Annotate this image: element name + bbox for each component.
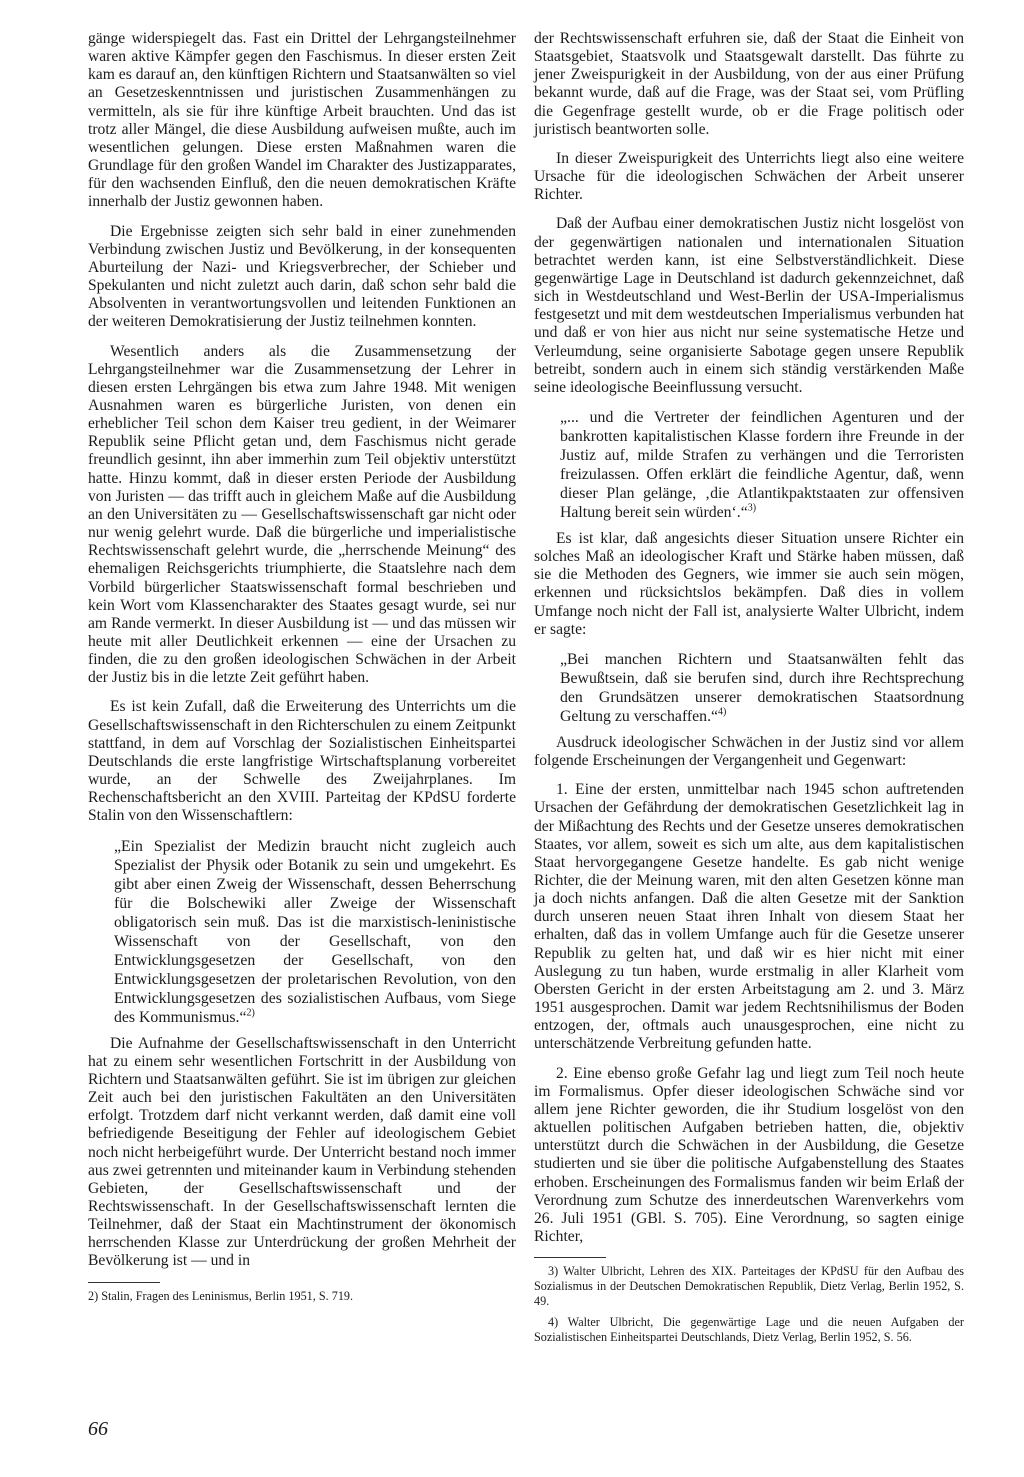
paragraph: Die Ergebnisse zeigten sich sehr bald in einer zunehmenden Verbindung zwischen Justiz und Bevölkerung, in der konsequenten Aburteilung der Nazi- und Kriegsverbrecher, der Schieber und Spekulanten und nicht zuletzt auch darin, daß schon sehr bald die Absolventen in verantwortungsvollen und leitenden Funktionen an der weiteren Demokratisierung der Justiz teilnehmen konnten. (88, 222, 516, 331)
footnote-marker: 2) (246, 1007, 255, 1019)
left-column (88, 30, 516, 1310)
quotation (114, 837, 516, 1027)
footnote: 3) Walter Ulbricht, Lehren des XIX. Parteitages der KPdSU für den Aufbau des Sozialismus in der Deutschen Demokratischen Republik, Dietz Verlag, Berlin 1952, S. 49. (534, 1264, 964, 1309)
paragraph: gänge widerspiegelt das. Fast ein Drittel der Lehrgangsteilnehmer waren aktive Kämpfer gegen den Faschismus. In dieser ersten Zeit kam es darauf an, den künftigen Richtern und Staatsanwälten so viel an Gesetzeskenntnissen und juristischen Zusammenhängen zu vermitteln, als sie für ihre künftige Arbeit brauchten. Und das ist trotz aller Mängel, die diese Ausbildung aufweisen mußte, auch im wesentlichen gelungen. Diese ersten Maßnahmen waren die Grundlage für den großen Wandel im Charakter des Justizapparates, für den wachsenden Einfluß, den die neuen demokratischen Kräfte innerhalb der Justiz gewonnen haben. (88, 30, 516, 211)
paragraph: Daß der Aufbau einer demokratischen Justiz nicht losgelöst von der gegenwärtigen nationalen und internationalen Situation betrachtet werden kann, ist eine Selbstverständlichkeit. Diese gegenwärtige Lage in Deutschland ist dadurch gekennzeichnet, daß sich in Westdeutschland und West-Berlin der USA-Imperialismus festgesetzt und mit dem westdeutschen Imperialismus verbunden hat und daß er von hier aus nicht nur seine systematische Hetze und Verleumdung, seine organisierte Sabotage gegen unsere Republik betreibt, sondern auch in einem sich ständig verstärkenden Maße seine ideologische Beeinflussung versucht. (534, 215, 964, 396)
quotation-text: „Bei manchen Richtern und Staatsanwälten fehlt das Bewußtsein, daß sie berufen sind, durch ihre Rechtsprechung den Grundsätzen unserer demokratischen Staatsordnung Geltung zu verschaffen.“ (560, 650, 964, 725)
paragraph: In dieser Zweispurigkeit des Unterrichts liegt also eine weitere Ursache für die ideologischen Schwächen der Arbeit unserer Richter. (534, 149, 964, 204)
footnote: 4) Walter Ulbricht, Die gegenwärtige Lage und die neuen Aufgaben der Sozialistischen Einheitspartei Deutschlands, Dietz Verlag, Berlin 1952, S. 56. (534, 1315, 964, 1345)
quotation (560, 650, 964, 726)
footnote: 2) Stalin, Fragen des Leninismus, Berlin 1951, S. 719. (88, 1288, 354, 1303)
paragraph: Die Aufnahme der Gesellschaftswissenschaft in den Unterricht hat zu einem sehr wesentlichen Fortschritt in der Ausbildung von Richtern und Staatsanwälten geführt. Sie ist im übrigen zur gleichen Zeit auch bei den juristischen Fakultäten an den Universitäten erfolgt. Trotzdem darf nicht verkannt werden, daß damit eine voll befriedigende Beseitigung der Fehler auf ideologischem Gebiet noch nicht herbeigeführt wurde. Der Unterricht bestand noch immer aus zwei getrennten und miteinander kaum in Verbindung stehenden Gebieten, der Gesellschaftswissenschaft und der Rechtswissenschaft. In der Gesellschaftswissenschaft lernten die Teilnehmer, daß der Staat ein Machtinstrument der ökonomisch herrschenden Klasse zur Unterdrückung der großen Mehrheit der Bevölkerung ist — und in (88, 1034, 516, 1270)
page-number: 66 (88, 1418, 108, 1440)
quotation-text: „Ein Spezialist der Medizin braucht nicht zugleich auch Spezialist der Physik oder Botanik zu sein und umgekehrt. Es gibt aber einen Zweig der Wissenschaft, dessen Beherrschung für die Bolschewiki aller Zweige der Wissenschaft obligatorisch sein muß. Das ist die marxistisch-leninistische Wissenschaft von der Gesellschaft, von den Entwicklungsgesetzen der Gesellschaft, von den Entwicklungsgesetzen der proletarischen Revolution, von den Entwicklungsgesetzen des sozialistischen Aufbaus, vom Siege des Kommunismus.“ (114, 837, 516, 1026)
paragraph: Ausdruck ideologischer Schwächen in der Justiz sind vor allem folgende Erscheinungen der Vergangenheit und Gegenwart: (534, 733, 964, 770)
quotation-text: „... und die Vertreter der feindlichen Agenturen und der bankrotten kapitalistischen Klasse fordern ihre Freunde in der Justiz auf, milde Strafen zu verhängen und die Terroristen freizulassen. Offen erklärt die feindliche Agentur, daß, wenn dieser Plan gelänge, ‚die Atlantikpaktstaaten zur offensiven Haltung bereit sein würden‘.“ (560, 408, 964, 521)
paragraph: Es ist kein Zufall, daß die Erweiterung des Unterrichts um die Gesellschaftswissenschaft in den Richterschulen zu einem Zeitpunkt stattfand, in dem auf Vorschlag der Sozialistischen Einheitspartei Deutschlands die erste langfristige Wirtschaftsplanung vorbereitet wurde, an der Schwelle des Zweijahrplanes. Im Rechenschaftsbericht an den XVIII. Parteitag der KPdSU forderte Stalin von den Wissenschaftlern: (88, 698, 516, 825)
list-item: 2. Eine ebenso große Gefahr lag und liegt zum Teil noch heute im Formalismus. Opfer dieser ideologischen Schwäche sind vor allem jene Richter geworden, die ihr Studium losgelöst von den aktuellen politischen Aufgaben betrieben hatten, die, objektiv unterstützt durch die Schwächen in der Ausbildung, die Gesetze studierten und sie über die politische Aufgabenstellung des Staates erhoben. Erscheinungen des Formalismus fanden wir beim Erlaß der Verordnung zum Schutze des innerdeutschen Warenverkehrs vom 26. Juli 1951 (GBl. S. 705). Eine Verordnung, so sagten einige Richter, (534, 1064, 964, 1245)
footnote-divider (534, 1257, 606, 1258)
numbered-list (534, 781, 964, 1246)
footnote-marker: 3) (747, 502, 757, 514)
paragraph: Wesentlich anders als die Zusammensetzung der Lehrgangsteilnehmer war die Zusammensetzung der Lehrer in diesen ersten Lehrgängen bis etwa zum Jahre 1948. Mit wenigen Ausnahmen waren es bürgerliche Juristen, von denen ein erheblicher Teil schon dem Kaiser treu gedient, in der Weimarer Republik seine Pflicht getan und, dem Faschismus nicht gerade freundlich gesinnt, ihn aber immerhin zum Teil objektiv unterstützt hatte. Hinzu kommt, daß in dieser ersten Periode der Ausbildung von Juristen — das trifft auch in gleichem Maße auf die Ausbildung an den Universitäten zu — Gesellschaftswissenschaft gar nicht oder nur wenig gelehrt wurde. Daß die bürgerliche und imperialistische Rechtswissenschaft gelehrt wurde, die „herrschende Meinung“ des ehemaligen Reichsgerichts triumphierte, die Staatslehre nach dem Vorbild bürgerlicher Staatswissenschaft formal beschrieben und kein Wort vom Klassencharakter des Staates gesagt wurde, sei nur am Rande vermerkt. In dieser Ausbildung ist — und das müssen wir heute mit aller Deutlichkeit erkennen — eine der Ursachen zu finden, die zu den großen ideologischen Schwächen in der Arbeit der Justiz bis in die letzte Zeit geführt haben. (88, 342, 516, 687)
right-column (534, 30, 964, 1351)
paragraph: Es ist klar, daß angesichts dieser Situation unsere Richter ein solches Maß an ideologischer Kraft und Stärke haben müssen, daß sie die Methoden des Gegners, wie immer sie auch sein mögen, erkennen und rücksichtslos bekämpfen. Daß dies in vollem Umfange noch nicht der Fall ist, analysierte Walter Ulbricht, indem er sagte: (534, 529, 964, 638)
list-item: 1. Eine der ersten, unmittelbar nach 1945 schon auftretenden Ursachen der Gefährdung der demokratischen Gesetzlichkeit lag in der Mißachtung des Rechts und der Gesetze unseres demokratischen Staates, vor allem, soweit es sich um alte, aus dem kapitalistischen Staat hervorgegangene Gesetze handelte. Es gab nicht wenige Richter, die der Meinung waren, mit den alten Gesetzen könne man ja doch nichts anfangen. Daß die alten Gesetze mit der Sanktion durch unseren neuen Staat ihren Inhalt von diesem Staat her erhalten, daß das in vollem Umfange auch für die Gesetze unserer Republik zu gelten hat, und daß wir es hier nicht mit einer Auslegung zu tun haben, wurde erstmalig in aller Klarheit vom Obersten Gericht in der ersten Arbeitstagung am 2. und 3. März 1951 ausgesprochen. Damit war jedem Rechtsnihilismus der Boden entzogen, der, oftmals auch unausgesprochen, eine nicht zu unterschätzende Verbreitung gefunden hatte. (534, 781, 964, 1053)
footnote-divider (88, 1282, 160, 1283)
quotation (560, 408, 964, 522)
footnote-marker: 4) (718, 706, 727, 718)
paragraph: der Rechtswissenschaft erfuhren sie, daß der Staat die Einheit von Staatsgebiet, Staatsvolk und Staatsgewalt darstellt. Das führte zu jener Zweispurigkeit in der Ausbildung, von der aus einer Prüfung bekannt wurde, daß auf die Frage, was der Staat sei, vom Prüfling die Gegenfrage gestellt wurde, ob er die Frage politisch oder juristisch beantworten solle. (534, 30, 964, 138)
